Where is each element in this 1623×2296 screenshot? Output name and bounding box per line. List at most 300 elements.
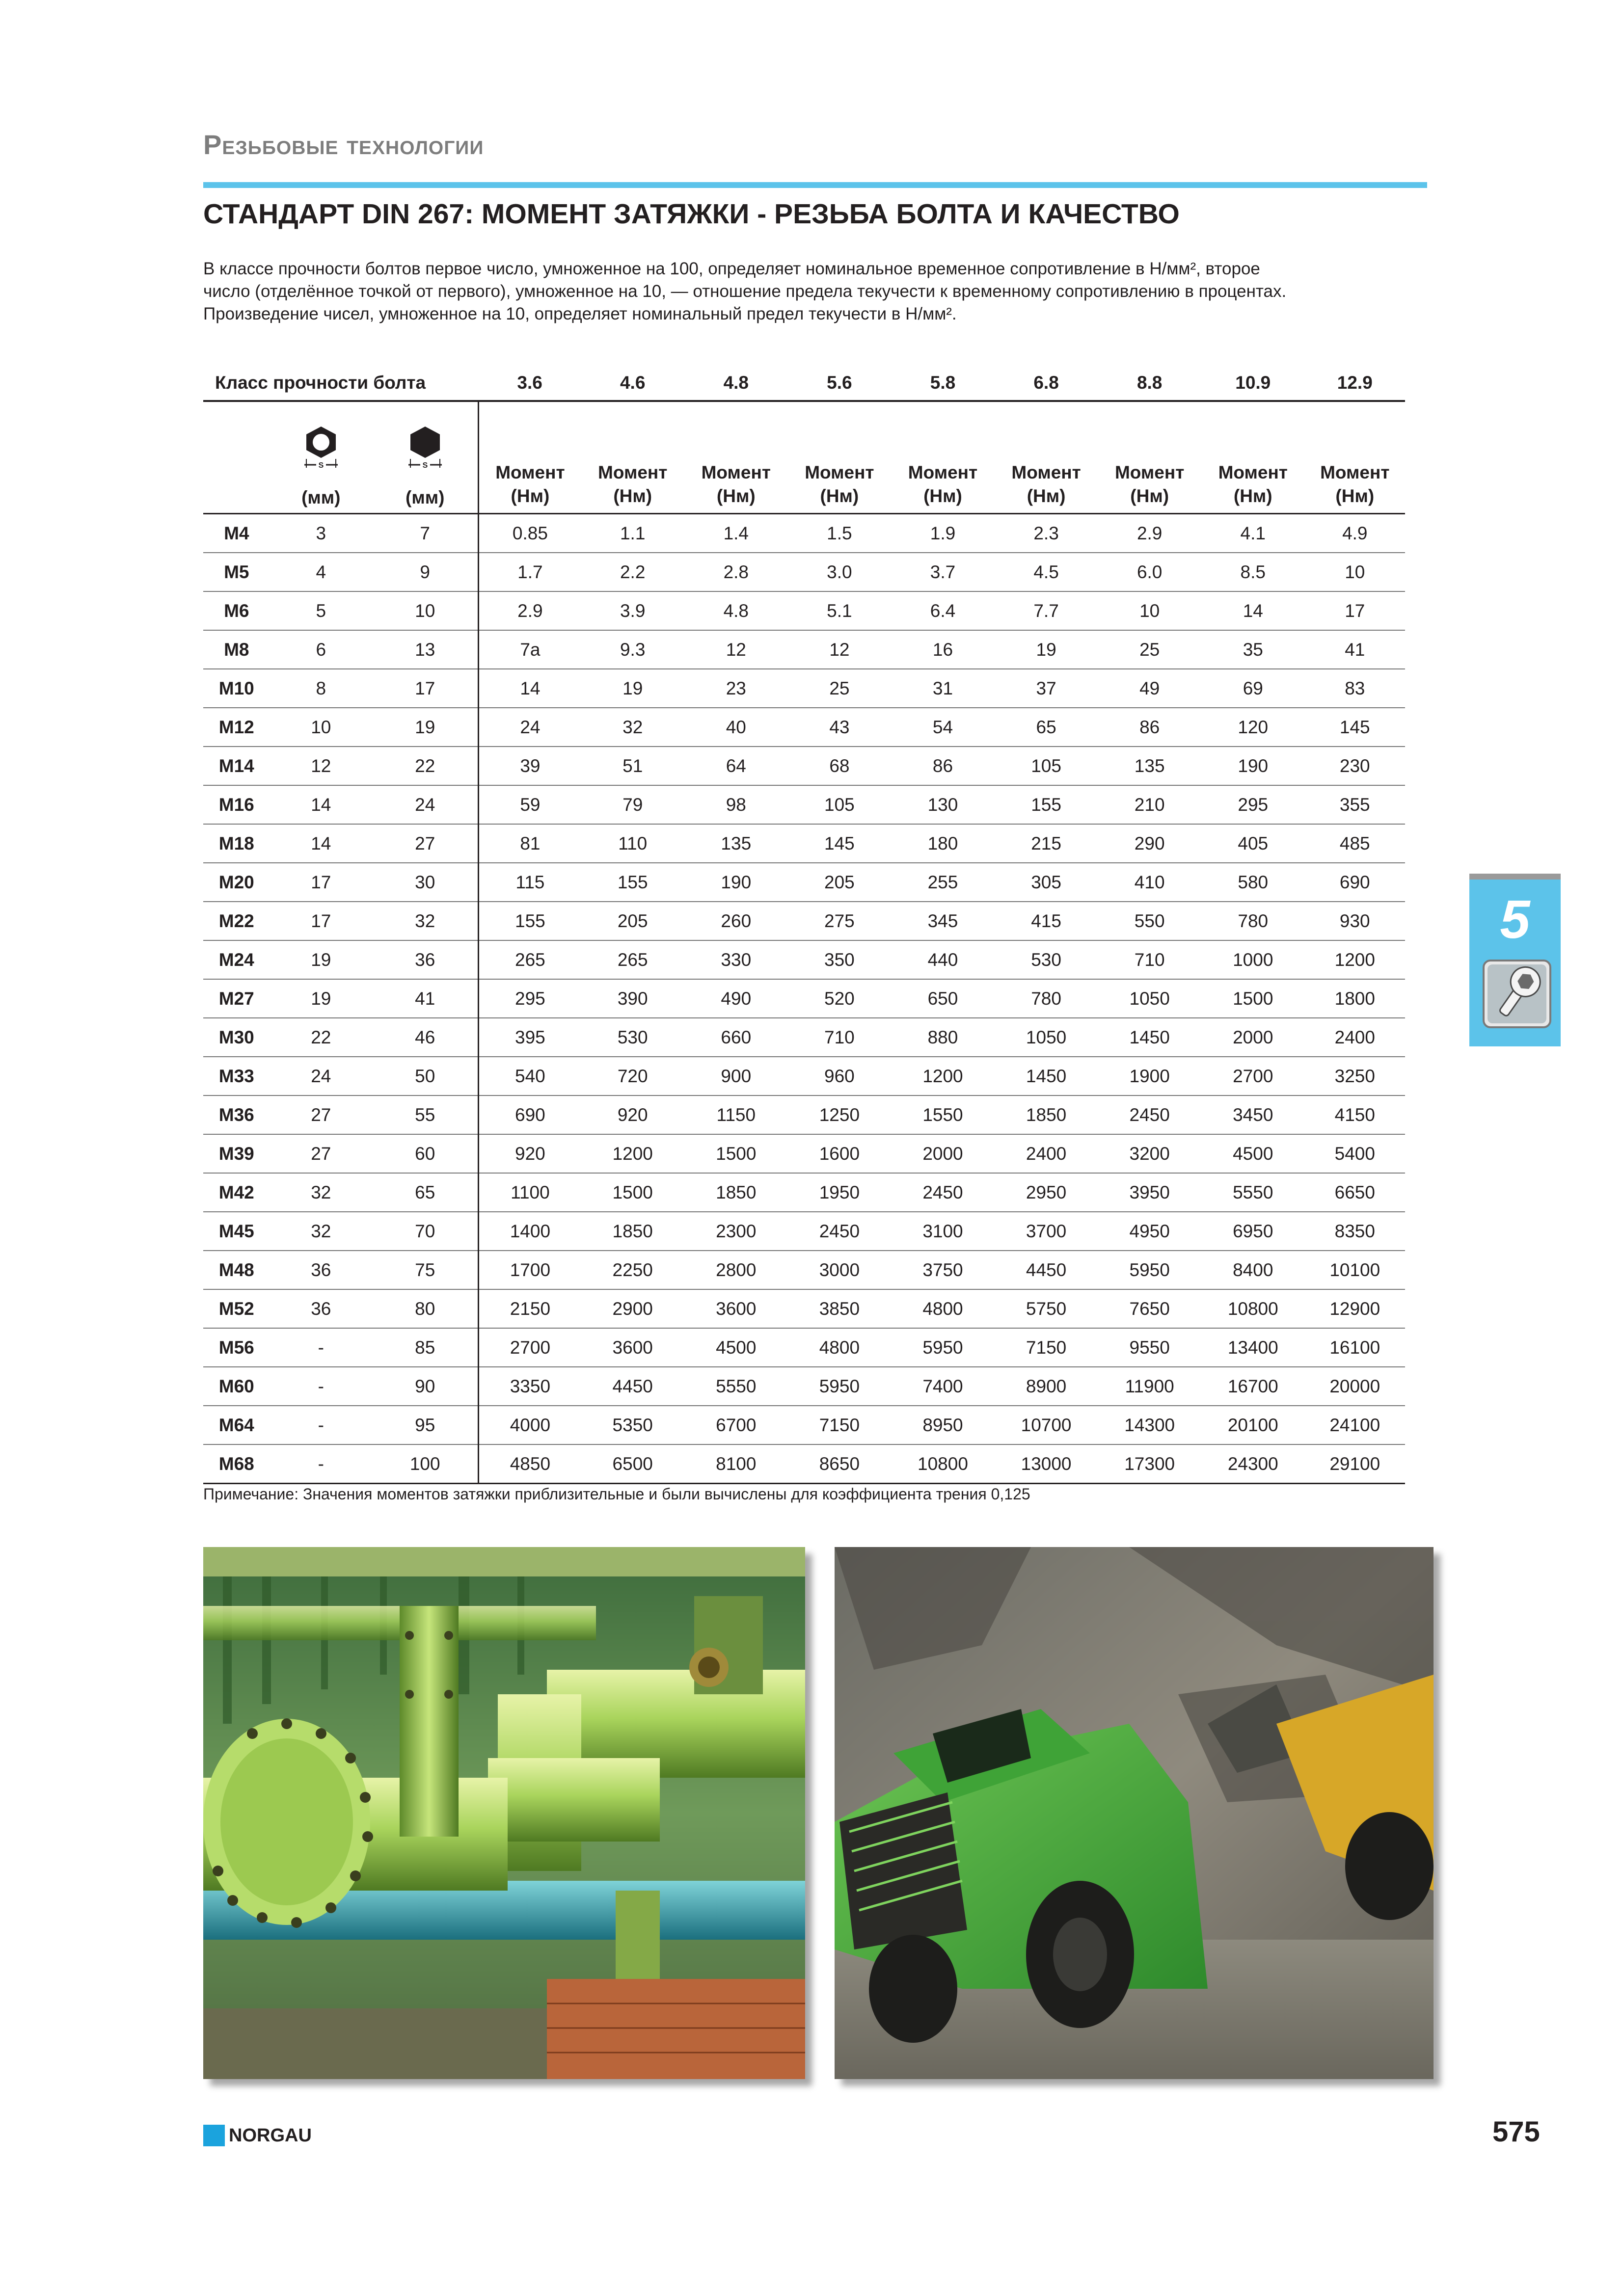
- torque-value-cell: 2000: [1201, 1018, 1305, 1057]
- torque-value-cell: 6950: [1201, 1212, 1305, 1251]
- torque-value-cell: 155: [581, 863, 684, 902]
- torque-value-cell: 17: [1305, 591, 1405, 630]
- torque-unit: (Нм): [820, 486, 859, 506]
- torque-value-cell: 5950: [1098, 1251, 1201, 1289]
- head-size-cell: 55: [372, 1095, 479, 1134]
- torque-value-cell: 105: [788, 785, 892, 824]
- intro-line-3: Произведение чисел, умноженное на 10, определяет номинальный предел текучести в Н/мм².: [203, 304, 957, 323]
- head-size-cell: 9: [372, 553, 479, 591]
- torque-value-cell: 415: [995, 902, 1098, 940]
- table-row: [203, 669, 1405, 708]
- socket-size-header: [270, 401, 373, 514]
- torque-value-cell: 350: [788, 940, 892, 979]
- head-size-cell: 36: [372, 940, 479, 979]
- torque-value-cell: 3950: [1098, 1173, 1201, 1212]
- head-size-cell: 7: [372, 514, 479, 553]
- head-size-cell: 80: [372, 1289, 479, 1328]
- page-title: СТАНДАРТ DIN 267: МОМЕНТ ЗАТЯЖКИ - РЕЗЬБА БОЛТА И КАЧЕСТВО: [203, 198, 1180, 230]
- grade-header: 4.6: [581, 366, 684, 401]
- torque-value-cell: 4.9: [1305, 514, 1405, 553]
- torque-value-cell: 6700: [684, 1406, 788, 1444]
- socket-size-cell: 12: [270, 747, 373, 785]
- torque-value-cell: 7400: [891, 1367, 995, 1406]
- torque-value-cell: 19: [581, 669, 684, 708]
- torque-value-cell: 2400: [1305, 1018, 1405, 1057]
- head-size-cell: 70: [372, 1212, 479, 1251]
- torque-value-cell: 120: [1201, 708, 1305, 747]
- torque-value-cell: 145: [788, 824, 892, 863]
- hex-socket-icon: [301, 425, 341, 469]
- title-rule: [203, 182, 1427, 188]
- torque-value-cell: 10700: [995, 1406, 1098, 1444]
- table-row: [203, 863, 1405, 902]
- table-row: [203, 979, 1405, 1018]
- torque-value-cell: 24300: [1201, 1444, 1305, 1484]
- torque-value-cell: 265: [479, 940, 581, 979]
- bolt-size-cell: M68: [203, 1444, 270, 1484]
- torque-value-cell: 3100: [891, 1212, 995, 1251]
- torque-value-cell: 880: [891, 1018, 995, 1057]
- torque-value-cell: 1050: [1098, 979, 1201, 1018]
- torque-value-cell: 330: [684, 940, 788, 979]
- torque-value-cell: 5750: [995, 1289, 1098, 1328]
- svg-text:S: S: [318, 461, 324, 469]
- table-row: [203, 1134, 1405, 1173]
- bolt-size-cell: M52: [203, 1289, 270, 1328]
- torque-value-cell: 295: [1201, 785, 1305, 824]
- torque-value-cell: 20000: [1305, 1367, 1405, 1406]
- torque-value-cell: 86: [1098, 708, 1201, 747]
- socket-size-cell: 17: [270, 863, 373, 902]
- torque-unit: (Нм): [716, 486, 756, 506]
- torque-value-cell: 7650: [1098, 1289, 1201, 1328]
- torque-value-cell: 29100: [1305, 1444, 1405, 1484]
- torque-value-cell: 10: [1098, 591, 1201, 630]
- socket-size-cell: 32: [270, 1212, 373, 1251]
- torque-value-cell: 2700: [1201, 1057, 1305, 1095]
- torque-value-cell: 4450: [995, 1251, 1098, 1289]
- torque-value-cell: 290: [1098, 824, 1201, 863]
- torque-value-cell: 2300: [684, 1212, 788, 1251]
- torque-header: [891, 401, 995, 514]
- torque-unit: (Нм): [1027, 486, 1066, 506]
- torque-value-cell: 79: [581, 785, 684, 824]
- torque-value-cell: 54: [891, 708, 995, 747]
- table-row: [203, 1444, 1405, 1484]
- intro-paragraph: [203, 258, 1421, 325]
- unit-mm: (мм): [406, 487, 445, 507]
- torque-value-cell: 8.5: [1201, 553, 1305, 591]
- bolt-size-cell: M8: [203, 630, 270, 669]
- bolt-size-cell: M39: [203, 1134, 270, 1173]
- torque-value-cell: 135: [684, 824, 788, 863]
- torque-value-cell: 130: [891, 785, 995, 824]
- section-title: Резьбовые технологии: [203, 129, 484, 160]
- socket-size-cell: 36: [270, 1251, 373, 1289]
- torque-value-cell: 8400: [1201, 1251, 1305, 1289]
- bolt-size-cell: M6: [203, 591, 270, 630]
- torque-label: Момент: [598, 462, 668, 482]
- torque-value-cell: 230: [1305, 747, 1405, 785]
- table-row: [203, 553, 1405, 591]
- bolt-size-cell: M4: [203, 514, 270, 553]
- torque-value-cell: 81: [479, 824, 581, 863]
- torque-value-cell: 83: [1305, 669, 1405, 708]
- torque-value-cell: 1600: [788, 1134, 892, 1173]
- bolt-size-cell: M45: [203, 1212, 270, 1251]
- torque-unit: (Нм): [1130, 486, 1169, 506]
- torque-value-cell: 180: [891, 824, 995, 863]
- torque-value-cell: 4.8: [684, 591, 788, 630]
- torque-value-cell: 205: [788, 863, 892, 902]
- torque-value-cell: 59: [479, 785, 581, 824]
- torque-value-cell: 11900: [1098, 1367, 1201, 1406]
- unit-header-row: [203, 401, 1405, 514]
- torque-value-cell: 40: [684, 708, 788, 747]
- torque-value-cell: 105: [995, 747, 1098, 785]
- bolt-size-cell: M20: [203, 863, 270, 902]
- footnote: Примечание: Значения моментов затяжки приблизительные и были вычислены для коэффициента трения 0,125: [203, 1485, 1030, 1503]
- torque-label: Момент: [1011, 462, 1081, 482]
- torque-value-cell: 16700: [1201, 1367, 1305, 1406]
- torque-table: [203, 366, 1405, 1484]
- torque-value-cell: 1850: [995, 1095, 1098, 1134]
- torque-value-cell: 4.5: [995, 553, 1098, 591]
- head-size-cell: 30: [372, 863, 479, 902]
- table-row: [203, 1367, 1405, 1406]
- torque-label: Момент: [495, 462, 565, 482]
- torque-value-cell: 920: [479, 1134, 581, 1173]
- torque-value-cell: 155: [995, 785, 1098, 824]
- table-row: [203, 708, 1405, 747]
- torque-value-cell: 540: [479, 1057, 581, 1095]
- torque-value-cell: 12: [684, 630, 788, 669]
- torque-value-cell: 4800: [788, 1328, 892, 1367]
- torque-value-cell: 275: [788, 902, 892, 940]
- torque-value-cell: 2450: [788, 1212, 892, 1251]
- head-size-cell: 41: [372, 979, 479, 1018]
- torque-value-cell: 6.0: [1098, 553, 1201, 591]
- torque-value-cell: 440: [891, 940, 995, 979]
- torque-value-cell: 3250: [1305, 1057, 1405, 1095]
- torque-value-cell: 5950: [891, 1328, 995, 1367]
- bolt-size-cell: M27: [203, 979, 270, 1018]
- socket-size-cell: 4: [270, 553, 373, 591]
- table-row: [203, 1328, 1405, 1367]
- torque-unit: (Нм): [613, 486, 652, 506]
- torque-value-cell: 86: [891, 747, 995, 785]
- intro-line-2: число (отделённое точкой от первого), умноженное на 10, — отношение предела текучести к временному сопротивлению в процентах.: [203, 282, 1287, 301]
- torque-value-cell: 12: [788, 630, 892, 669]
- socket-size-cell: 27: [270, 1095, 373, 1134]
- torque-value-cell: 6650: [1305, 1173, 1405, 1212]
- torque-value-cell: 210: [1098, 785, 1201, 824]
- bolt-size-cell: M5: [203, 553, 270, 591]
- bolt-size-cell: M30: [203, 1018, 270, 1057]
- grade-header: 5.6: [788, 366, 892, 401]
- torque-value-cell: 9550: [1098, 1328, 1201, 1367]
- chapter-tab-bar: [1469, 874, 1561, 880]
- torque-value-cell: 4150: [1305, 1095, 1405, 1134]
- torque-value-cell: 20100: [1201, 1406, 1305, 1444]
- torque-header: [581, 401, 684, 514]
- wrench-icon: [1483, 960, 1551, 1028]
- torque-value-cell: 710: [1098, 940, 1201, 979]
- torque-value-cell: 25: [1098, 630, 1201, 669]
- torque-value-cell: 490: [684, 979, 788, 1018]
- socket-size-cell: 8: [270, 669, 373, 708]
- grade-header: 5.8: [891, 366, 995, 401]
- torque-value-cell: 4500: [684, 1328, 788, 1367]
- mining-truck-photo: [835, 1547, 1434, 2079]
- torque-value-cell: 2400: [995, 1134, 1098, 1173]
- torque-value-cell: 2700: [479, 1328, 581, 1367]
- torque-value-cell: 7150: [995, 1328, 1098, 1367]
- torque-value-cell: 390: [581, 979, 684, 1018]
- table-row: [203, 902, 1405, 940]
- torque-value-cell: 3.9: [581, 591, 684, 630]
- head-size-cell: 19: [372, 708, 479, 747]
- torque-value-cell: 530: [995, 940, 1098, 979]
- head-size-cell: 46: [372, 1018, 479, 1057]
- pipes-photo: [203, 1547, 805, 2079]
- torque-value-cell: 960: [788, 1057, 892, 1095]
- torque-label: Момент: [1218, 462, 1288, 482]
- table-row: [203, 1289, 1405, 1328]
- torque-value-cell: 3850: [788, 1289, 892, 1328]
- torque-value-cell: 115: [479, 863, 581, 902]
- socket-size-cell: 14: [270, 785, 373, 824]
- torque-value-cell: 4800: [891, 1289, 995, 1328]
- torque-value-cell: 8650: [788, 1444, 892, 1484]
- table-body: [203, 514, 1405, 1484]
- torque-value-cell: 14300: [1098, 1406, 1201, 1444]
- torque-value-cell: 3350: [479, 1367, 581, 1406]
- torque-value-cell: 7.7: [995, 591, 1098, 630]
- torque-value-cell: 3600: [581, 1328, 684, 1367]
- torque-value-cell: 1800: [1305, 979, 1405, 1018]
- socket-size-cell: -: [270, 1328, 373, 1367]
- torque-value-cell: 68: [788, 747, 892, 785]
- torque-value-cell: 1100: [479, 1173, 581, 1212]
- torque-value-cell: 1850: [581, 1212, 684, 1251]
- bolt-size-cell: M36: [203, 1095, 270, 1134]
- grade-header: 6.8: [995, 366, 1098, 401]
- torque-value-cell: 7a: [479, 630, 581, 669]
- torque-value-cell: 43: [788, 708, 892, 747]
- table-row: [203, 1406, 1405, 1444]
- table-row: [203, 1173, 1405, 1212]
- torque-value-cell: 2.2: [581, 553, 684, 591]
- torque-unit: (Нм): [923, 486, 962, 506]
- torque-label: Момент: [701, 462, 771, 482]
- head-size-cell: 90: [372, 1367, 479, 1406]
- torque-value-cell: 1500: [1201, 979, 1305, 1018]
- torque-value-cell: 8950: [891, 1406, 995, 1444]
- table-row: [203, 824, 1405, 863]
- intro-line-1: В классе прочности болтов первое число, умноженное на 100, определяет номинальное временное сопротивление в Н/мм², второе: [203, 259, 1260, 278]
- bolt-size-cell: M48: [203, 1251, 270, 1289]
- head-size-cell: 60: [372, 1134, 479, 1173]
- torque-value-cell: 135: [1098, 747, 1201, 785]
- grade-header-row: [203, 366, 1405, 401]
- torque-value-cell: 14: [1201, 591, 1305, 630]
- torque-value-cell: 64: [684, 747, 788, 785]
- torque-value-cell: 4450: [581, 1367, 684, 1406]
- torque-value-cell: 10800: [891, 1444, 995, 1484]
- size-column-header: [203, 401, 270, 514]
- torque-value-cell: 2.9: [479, 591, 581, 630]
- bolt-size-cell: M24: [203, 940, 270, 979]
- torque-value-cell: 0.85: [479, 514, 581, 553]
- torque-value-cell: 395: [479, 1018, 581, 1057]
- torque-value-cell: 3.0: [788, 553, 892, 591]
- torque-value-cell: 10100: [1305, 1251, 1405, 1289]
- bolt-size-cell: M33: [203, 1057, 270, 1095]
- bolt-size-cell: M64: [203, 1406, 270, 1444]
- socket-size-cell: 14: [270, 824, 373, 863]
- torque-value-cell: 1.7: [479, 553, 581, 591]
- torque-value-cell: 2950: [995, 1173, 1098, 1212]
- socket-size-cell: -: [270, 1406, 373, 1444]
- head-size-cell: 95: [372, 1406, 479, 1444]
- torque-value-cell: 2.8: [684, 553, 788, 591]
- torque-header: [995, 401, 1098, 514]
- torque-value-cell: 530: [581, 1018, 684, 1057]
- grade-header-label: Класс прочности болта: [203, 366, 479, 401]
- torque-value-cell: 1500: [581, 1173, 684, 1212]
- torque-value-cell: 2450: [891, 1173, 995, 1212]
- torque-header: [479, 401, 581, 514]
- socket-size-cell: 17: [270, 902, 373, 940]
- socket-size-cell: -: [270, 1444, 373, 1484]
- torque-unit: (Нм): [511, 486, 550, 506]
- torque-value-cell: 660: [684, 1018, 788, 1057]
- table-row: [203, 1251, 1405, 1289]
- torque-value-cell: 13000: [995, 1444, 1098, 1484]
- page-number: 575: [1492, 2116, 1540, 2148]
- table-row: [203, 785, 1405, 824]
- torque-value-cell: 10800: [1201, 1289, 1305, 1328]
- torque-value-cell: 9.3: [581, 630, 684, 669]
- torque-value-cell: 2900: [581, 1289, 684, 1328]
- torque-value-cell: 1400: [479, 1212, 581, 1251]
- torque-value-cell: 10: [1305, 553, 1405, 591]
- grade-header: 12.9: [1305, 366, 1405, 401]
- torque-value-cell: 6.4: [891, 591, 995, 630]
- torque-value-cell: 14: [479, 669, 581, 708]
- torque-value-cell: 780: [1201, 902, 1305, 940]
- torque-value-cell: 410: [1098, 863, 1201, 902]
- torque-value-cell: 31: [891, 669, 995, 708]
- torque-value-cell: 19: [995, 630, 1098, 669]
- socket-size-cell: 6: [270, 630, 373, 669]
- torque-value-cell: 2.3: [995, 514, 1098, 553]
- torque-value-cell: 65: [995, 708, 1098, 747]
- grade-header: 8.8: [1098, 366, 1201, 401]
- torque-value-cell: 520: [788, 979, 892, 1018]
- table-row: [203, 940, 1405, 979]
- torque-label: Момент: [1320, 462, 1390, 482]
- torque-value-cell: 920: [581, 1095, 684, 1134]
- torque-value-cell: 16100: [1305, 1328, 1405, 1367]
- torque-value-cell: 900: [684, 1057, 788, 1095]
- torque-value-cell: 5950: [788, 1367, 892, 1406]
- torque-value-cell: 39: [479, 747, 581, 785]
- torque-value-cell: 51: [581, 747, 684, 785]
- table-row: [203, 1095, 1405, 1134]
- torque-value-cell: 4500: [1201, 1134, 1305, 1173]
- torque-value-cell: 1150: [684, 1095, 788, 1134]
- torque-value-cell: 23: [684, 669, 788, 708]
- torque-value-cell: 930: [1305, 902, 1405, 940]
- torque-value-cell: 17300: [1098, 1444, 1201, 1484]
- brand-logo-mark: [203, 2125, 225, 2146]
- hex-head-icon: [406, 425, 445, 469]
- torque-value-cell: 295: [479, 979, 581, 1018]
- table-row: [203, 591, 1405, 630]
- torque-value-cell: 12900: [1305, 1289, 1405, 1328]
- torque-value-cell: 190: [684, 863, 788, 902]
- torque-value-cell: 5550: [684, 1367, 788, 1406]
- torque-value-cell: 1450: [1098, 1018, 1201, 1057]
- torque-value-cell: 720: [581, 1057, 684, 1095]
- torque-value-cell: 265: [581, 940, 684, 979]
- grade-header: 4.8: [684, 366, 788, 401]
- torque-value-cell: 32: [581, 708, 684, 747]
- head-size-cell: 85: [372, 1328, 479, 1367]
- head-size-cell: 75: [372, 1251, 479, 1289]
- table-row: [203, 630, 1405, 669]
- table-row: [203, 514, 1405, 553]
- torque-value-cell: 145: [1305, 708, 1405, 747]
- torque-value-cell: 2800: [684, 1251, 788, 1289]
- grade-header: 10.9: [1201, 366, 1305, 401]
- torque-value-cell: 4850: [479, 1444, 581, 1484]
- torque-label: Момент: [908, 462, 978, 482]
- torque-value-cell: 41: [1305, 630, 1405, 669]
- socket-size-cell: 24: [270, 1057, 373, 1095]
- torque-header: [1201, 401, 1305, 514]
- unit-mm: (мм): [301, 487, 341, 507]
- table-row: [203, 1212, 1405, 1251]
- torque-value-cell: 98: [684, 785, 788, 824]
- torque-value-cell: 5550: [1201, 1173, 1305, 1212]
- torque-value-cell: 13400: [1201, 1328, 1305, 1367]
- bolt-size-cell: M12: [203, 708, 270, 747]
- torque-value-cell: 3750: [891, 1251, 995, 1289]
- torque-value-cell: 110: [581, 824, 684, 863]
- torque-value-cell: 580: [1201, 863, 1305, 902]
- torque-value-cell: 2.9: [1098, 514, 1201, 553]
- torque-value-cell: 3000: [788, 1251, 892, 1289]
- torque-value-cell: 8900: [995, 1367, 1098, 1406]
- torque-value-cell: 1200: [581, 1134, 684, 1173]
- head-size-cell: 22: [372, 747, 479, 785]
- torque-value-cell: 190: [1201, 747, 1305, 785]
- torque-value-cell: 5350: [581, 1406, 684, 1444]
- socket-size-cell: 10: [270, 708, 373, 747]
- torque-value-cell: 4.1: [1201, 514, 1305, 553]
- torque-value-cell: 1450: [995, 1057, 1098, 1095]
- torque-value-cell: 1000: [1201, 940, 1305, 979]
- torque-header: [1098, 401, 1201, 514]
- torque-value-cell: 345: [891, 902, 995, 940]
- torque-value-cell: 49: [1098, 669, 1201, 708]
- socket-size-cell: 22: [270, 1018, 373, 1057]
- torque-value-cell: 1200: [891, 1057, 995, 1095]
- torque-value-cell: 8350: [1305, 1212, 1405, 1251]
